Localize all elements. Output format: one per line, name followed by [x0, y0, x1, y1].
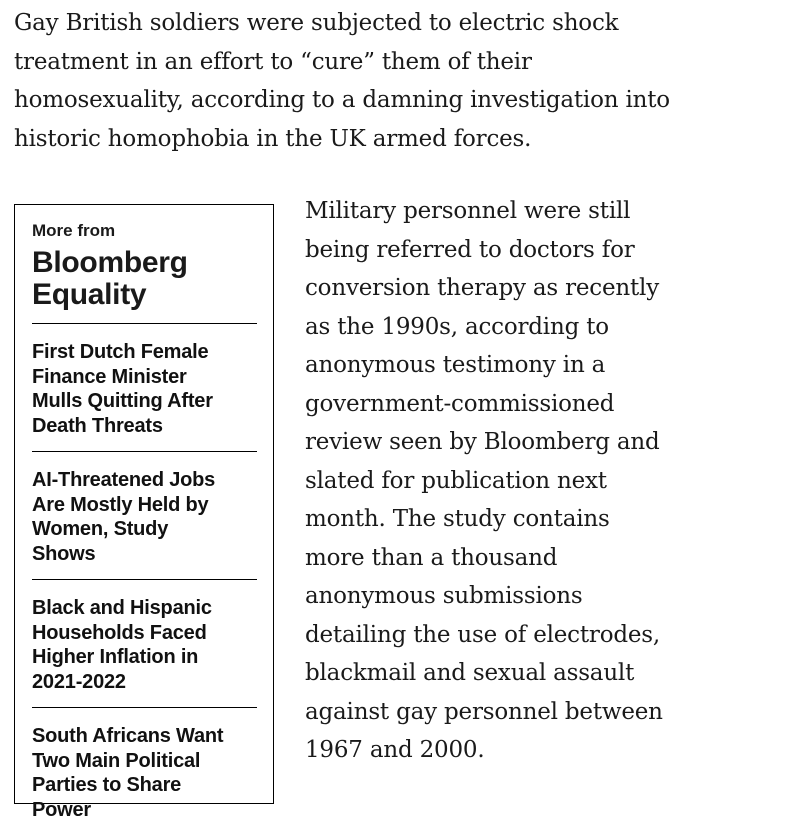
body-line: detailing the use of electrodes,: [305, 621, 660, 648]
body-line: anonymous testimony in a: [305, 352, 606, 378]
story-headline-line: Death Threats: [32, 414, 163, 437]
body-line: Military personnel were still: [305, 198, 631, 224]
related-story-link[interactable]: [32, 707, 257, 835]
lead-line: historic homophobia in the UK armed forces.: [14, 125, 532, 152]
story-headline-line: Black and Hispanic: [32, 597, 212, 619]
body-line: blackmail and sexual assault: [305, 660, 635, 686]
story-headline-line: Shows: [32, 542, 96, 565]
story-headline-line: Are Mostly Held by: [32, 493, 209, 516]
story-headline-line: Households Faced: [32, 621, 207, 644]
related-story-link[interactable]: [32, 323, 257, 451]
story-headline-line: 2021-2022: [32, 670, 126, 693]
related-story-link[interactable]: [32, 451, 257, 579]
body-line: government-commissioned: [305, 390, 615, 417]
story-headline-line: Women, Study: [32, 518, 169, 540]
body-line: anonymous submissions: [305, 583, 583, 609]
story-headline-line: Finance Minister: [32, 365, 187, 388]
story-headline-line: AI-Threatened Jobs: [32, 469, 216, 491]
article-lead-paragraph: [14, 4, 694, 158]
lead-line: treatment in an effort to “cure” them of their: [14, 48, 532, 75]
body-line: conversion therapy as recently: [305, 275, 660, 301]
brand-line: Equality: [32, 278, 147, 311]
body-line: review seen by Bloomberg and: [305, 429, 660, 455]
lead-line: homosexuality, according to a damning investigation into: [14, 87, 670, 113]
story-headline-line: South Africans Want: [32, 725, 224, 747]
more-from-label: More from: [32, 221, 116, 240]
body-line: 1967 and 2000.: [305, 737, 485, 763]
lead-line: Gay British soldiers were subjected to electric shock: [14, 10, 619, 36]
story-headline-line: Parties to Share: [32, 774, 182, 796]
related-story-link[interactable]: [32, 579, 257, 707]
story-headline-line: Power: [32, 798, 92, 821]
story-headline-line: Two Main Political: [32, 749, 201, 772]
body-line: against gay personnel between: [305, 698, 663, 725]
story-headline-line: Mulls Quitting After: [32, 390, 213, 412]
related-stories-list: [32, 323, 257, 835]
body-line: as the 1990s, according to: [305, 313, 609, 340]
story-headline-line: Higher Inflation in: [32, 646, 199, 668]
body-line: month. The study contains: [305, 506, 610, 532]
more-from-bloomberg-equality-box: [14, 204, 274, 821]
body-line: slated for publication next: [305, 467, 607, 494]
article-body-paragraph: [305, 192, 665, 770]
body-line: being referred to doctors for: [305, 236, 635, 263]
section-brand-link[interactable]: [32, 247, 257, 311]
brand-line: Bloomberg: [32, 246, 188, 279]
body-line: more than a thousand: [305, 544, 558, 571]
story-headline-line: First Dutch Female: [32, 341, 209, 363]
